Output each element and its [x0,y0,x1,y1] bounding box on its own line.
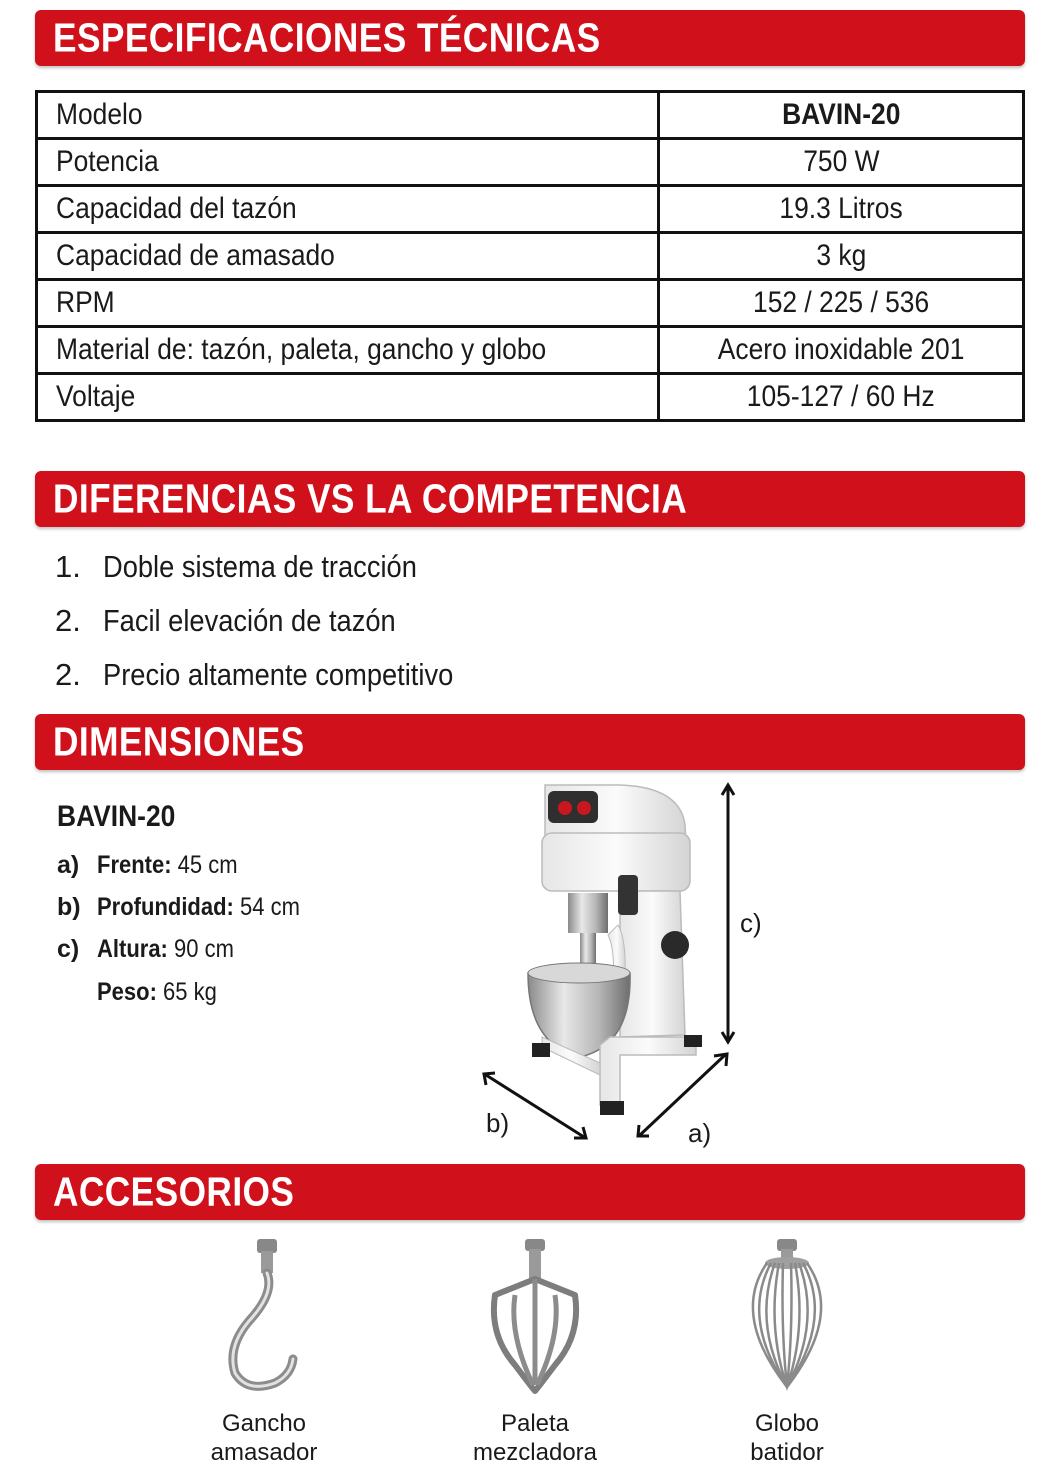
diffs-title: DIFERENCIAS VS LA COMPETENCIA [53,475,688,522]
item-text: Facil elevación de tazón [103,603,396,638]
dims-banner [35,714,1025,770]
dim-key: c) [57,934,80,963]
spec-value: 3 kg [816,239,866,272]
list-item [55,648,501,702]
wire-whisk-icon [727,1235,847,1395]
dim-value: 54 cm [239,892,300,921]
spec-value: 152 / 225 / 536 [752,286,930,319]
specs-title: ESPECIFICACIONES TÉCNICAS [53,14,601,61]
spec-label: Voltaje [56,380,136,413]
spec-value: BAVIN-20 [781,98,901,131]
dims-model: BAVIN-20 [57,800,176,833]
table-row [37,280,1024,327]
weight-label: Peso: [97,977,157,1006]
accessory-name-line2: mezcladora [472,1439,598,1466]
dim-key: a) [57,850,80,879]
table-row [37,374,1024,421]
specs-banner [35,10,1025,66]
height-label: c) [740,908,762,938]
spec-label: Capacidad del tazón [56,192,297,225]
table-row [37,233,1024,280]
accessory-item [445,1235,625,1467]
dim-key: b) [57,892,81,921]
dim-row [57,844,328,886]
dough-hook-icon [209,1235,319,1395]
spec-value: Acero inoxidable 201 [717,333,965,366]
table-row [37,327,1024,374]
spec-label: RPM [56,286,115,319]
dim-row [57,886,328,928]
table-row [37,92,1024,139]
dim-label: Altura: [97,934,168,963]
spec-label: Modelo [56,98,143,131]
dim-label: Profundidad: [97,892,234,921]
accessory-name-line1: Globo [754,1410,820,1437]
item-number: 2. [55,657,81,692]
table-row [37,186,1024,233]
weight-value: 65 kg [163,977,217,1006]
dim-value: 45 cm [177,850,238,879]
spec-label: Capacidad de amasado [56,239,335,272]
acc-title: ACCESORIOS [53,1168,295,1215]
specs-table [35,90,1025,422]
accessory-name-line1: Paleta [500,1410,570,1437]
front-label: a) [688,1118,712,1148]
spec-label: Material de: tazón, paleta, gancho y globo [56,333,547,366]
accessory-item [697,1235,877,1467]
accessory-name-line2: batidor [750,1439,824,1466]
differences-list [55,540,501,702]
spec-value: 750 W [802,145,880,178]
item-number: 1. [55,549,81,584]
accessory-name-line1: Gancho [221,1410,307,1437]
item-number: 2. [55,603,81,638]
item-text: Precio altamente competitivo [103,657,454,692]
dims-title: DIMENSIONES [53,718,305,765]
list-item [55,594,501,648]
diffs-banner [35,471,1025,527]
spec-value: 105-127 / 60 Hz [747,380,935,413]
dim-label: Frente: [97,850,172,879]
dims-list [57,844,328,970]
acc-banner [35,1164,1025,1220]
table-row [37,139,1024,186]
spec-label: Potencia [56,145,159,178]
dim-weight [97,972,233,1012]
dim-row [57,928,328,970]
item-text: Doble sistema de tracción [103,549,417,584]
depth-label: b) [486,1108,510,1138]
flat-beater-icon [475,1235,595,1395]
accessory-item [174,1235,354,1467]
stand-mixer-image [470,775,770,1155]
dim-value: 90 cm [174,934,234,963]
list-item [55,540,501,594]
spec-value: 19.3 Litros [779,192,903,225]
accessory-name-line2: amasador [210,1439,318,1466]
